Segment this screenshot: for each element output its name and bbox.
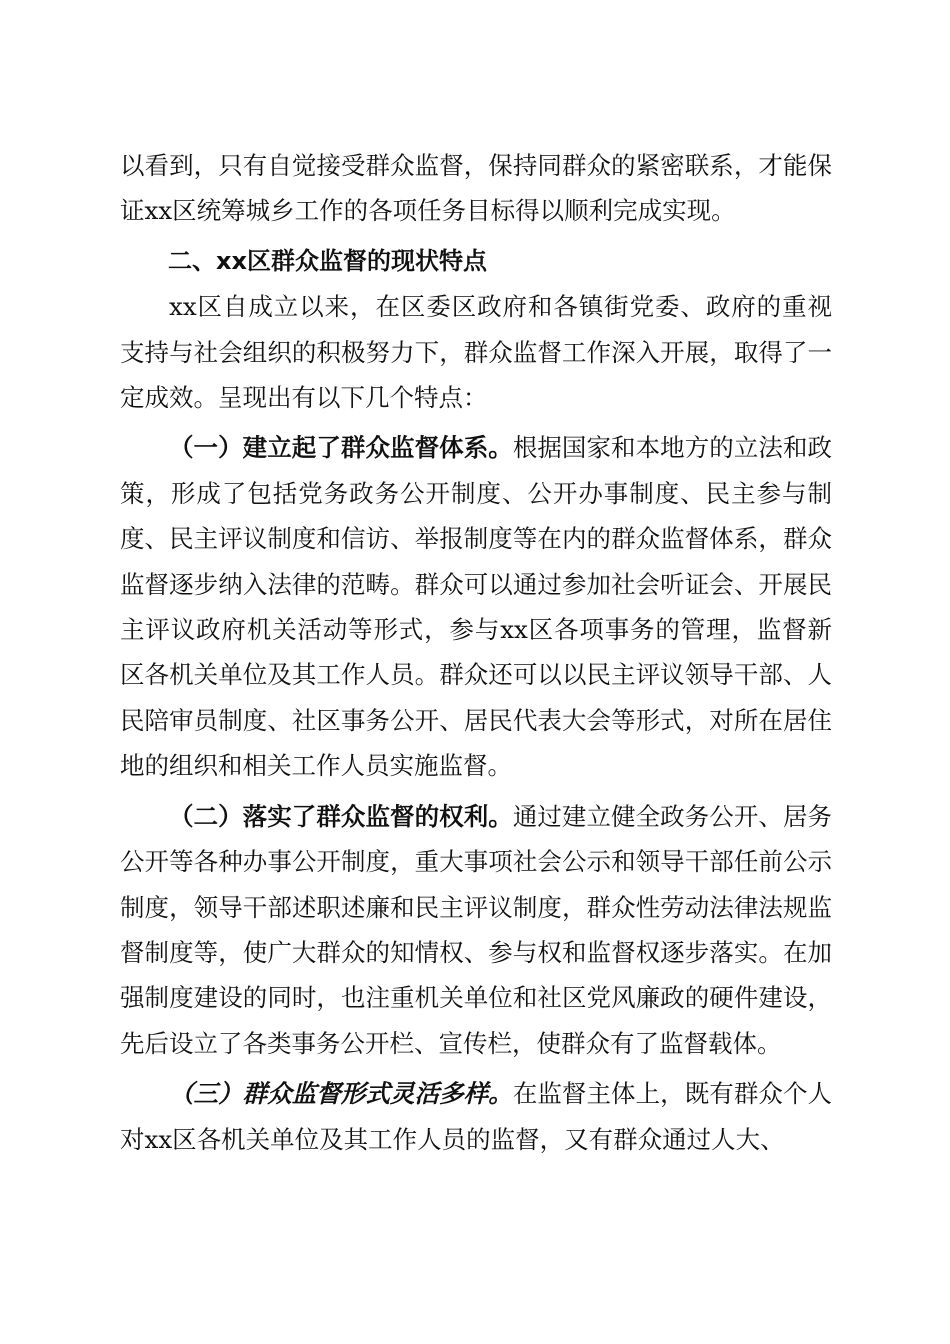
paragraph-item-2 xyxy=(120,794,832,1066)
document-body xyxy=(120,143,832,1162)
paragraph-continuation: 以看到，只有自觉接受群众监督，保持同群众的紧密联系，才能保证xx区统筹城乡工作的各项任务目标得以顺利完成实现。 xyxy=(120,151,832,226)
item-1-lead: （一）建立起了群众监督体系。 xyxy=(169,433,513,463)
section-heading: 二、xx区群众监督的现状特点 xyxy=(168,246,487,275)
paragraph-intro: xx区自成立以来，在区委区政府和各镇街党委、政府的重视支持与社会组织的积极努力下，群众监督工作深入开展，取得了一定成效。呈现出有以下几个特点： xyxy=(120,292,832,413)
paragraph-item-1 xyxy=(120,425,832,788)
item-1-body: 根据国家和本地方的立法和政策，形成了包括党务政务公开制度、公开办事制度、民主参与制度、民主评议制度和信访、举报制度等在内的群众监督体系，群众监督逐步纳入法律的范畴。群众可以通过参加社会听证会、开展民主评议政府机关活动等形式，参与xx区各项事务的管理，监督新区各机关单位及其工作人员。群众还可以以民主评议领导干部、人民陪审员制度、社区事务公开、居民代表大会等形式，对所在居住地的组织和相关工作人员实施监督。 xyxy=(120,433,833,781)
item-3-body: 在监督主体上，既有群众个人对xx区各机关单位及其工作人员的监督，又有群众通过人大、 xyxy=(120,1079,833,1154)
paragraph-item-3 xyxy=(120,1071,832,1162)
item-2-lead: （二）落实了群众监督的权利。 xyxy=(169,801,513,831)
item-3-lead: （三）群众监督形式灵活多样。 xyxy=(169,1079,513,1109)
item-2-body: 通过建立健全政务公开、居务公开等各种办事公开制度，重大事项社会公示和领导干部任前公示制度，领导干部述职述廉和民主评议制度，群众性劳动法律法规监督制度等，使广大群众的知情权、参与权和监督权逐步落实。在加强制度建设的同时，也注重机关单位和社区党风廉政的硬件建设，先后设立了各类事务公开栏、宣传栏，使群众有了监督载体。 xyxy=(120,801,833,1058)
